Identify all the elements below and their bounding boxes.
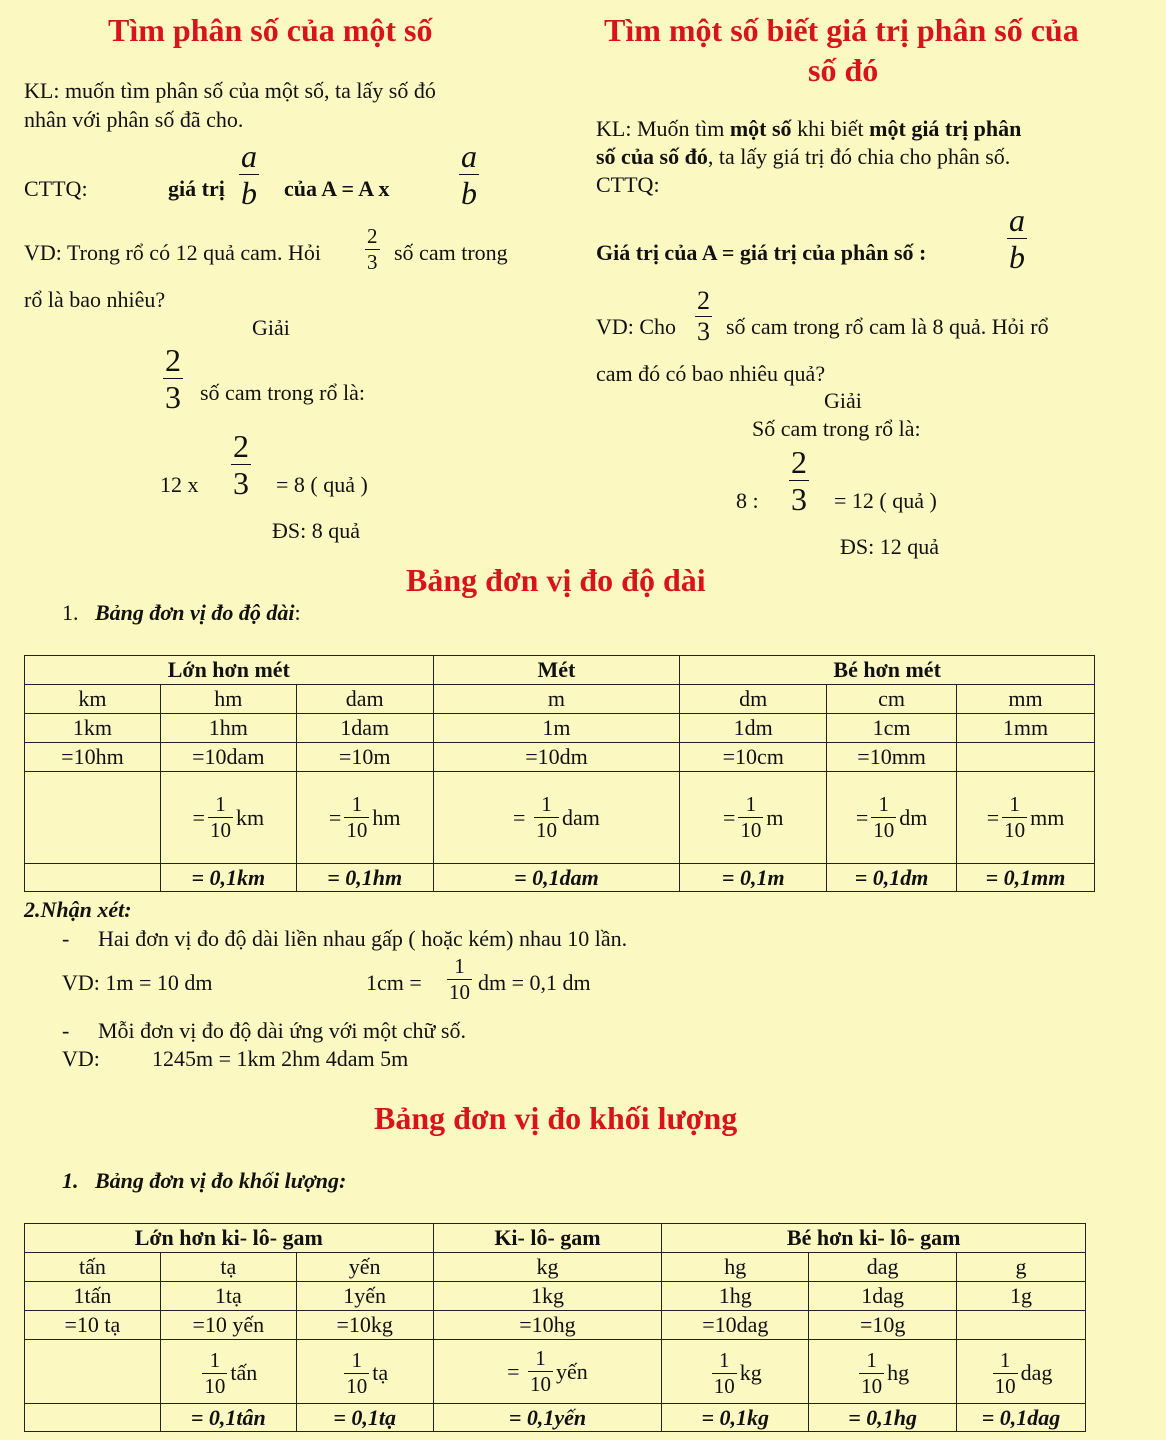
length-unit: km: [25, 685, 161, 714]
mass-group-kilogram: Ki- lô- gam: [433, 1224, 662, 1253]
mass-decimal-empty: [25, 1404, 161, 1432]
length-fraction-cell: = $\frac{1}{10}$ m: [680, 772, 827, 864]
left-example-frac: $\frac{2}{3}$: [367, 224, 378, 274]
mass-fraction-cell: $\frac{1}{10}$ hg: [809, 1340, 957, 1404]
mass-fraction-cell: $\frac{1}{10}$ tấn: [160, 1340, 296, 1404]
left-step1-text: số cam trong rổ là:: [200, 380, 365, 405]
right-example-a: VD: Cho: [596, 314, 677, 339]
length-one: 1m: [433, 714, 680, 743]
length-decimal: = 0,1dam: [433, 864, 680, 892]
remarks-line1: Hai đơn vị đo độ dài liền nhau gấp ( hoặc kém) nhau 10 lần.: [98, 926, 628, 951]
length-decimal: = 0,1km: [160, 864, 296, 892]
mass-one: 1tạ: [160, 1282, 296, 1311]
mass-tens: [957, 1311, 1086, 1340]
length-tens: =10m: [296, 743, 433, 772]
mass-fraction-cell: = $\frac{1}{10}$ yến: [433, 1340, 662, 1404]
remarks-example-frac: $\frac{1}{10}$: [449, 954, 470, 1004]
mass-unit: tấn: [25, 1253, 161, 1282]
length-tens: [957, 743, 1095, 772]
mass-tens: =10g: [809, 1311, 957, 1340]
left-title: Tìm phân số của một số: [108, 12, 433, 48]
length-unit: dam: [296, 685, 433, 714]
left-example-line2: rổ là bao nhiêu?: [24, 287, 166, 312]
mass-group-larger: Lớn hơn ki- lô- gam: [25, 1224, 434, 1253]
mass-tens: =10dag: [662, 1311, 809, 1340]
length-decimal: = 0,1mm: [957, 864, 1095, 892]
mass-fraction-cell: $\frac{1}{10}$ tạ: [296, 1340, 433, 1404]
length-decimal: = 0,1m: [680, 864, 827, 892]
right-answer: ĐS: 12 quả: [840, 534, 939, 559]
remarks-dash: -: [62, 1018, 70, 1043]
left-example-line1b: số cam trong: [394, 240, 508, 265]
length-unit: hm: [160, 685, 296, 714]
mass-unit: kg: [433, 1253, 662, 1282]
right-cttq-label: CTTQ:: [596, 172, 660, 197]
mass-decimal: = 0,1kg: [662, 1404, 809, 1432]
length-one: 1dm: [680, 714, 827, 743]
right-title-line2: số đó: [808, 52, 879, 88]
remarks-example2-label: VD:: [62, 1046, 100, 1071]
length-unit: m: [433, 685, 680, 714]
mass-group-smaller: Bé hơn ki- lô- gam: [662, 1224, 1086, 1253]
length-tens: =10cm: [680, 743, 827, 772]
left-formula-lhs: giá trị: [168, 176, 225, 201]
mass-one: 1g: [957, 1282, 1086, 1311]
mass-one: 1dag: [809, 1282, 957, 1311]
length-tens: =10dam: [160, 743, 296, 772]
right-solution-label: Giải: [824, 388, 862, 413]
mass-one: 1tấn: [25, 1282, 161, 1311]
right-calc-frac: $\frac{2}{3}$: [791, 444, 807, 517]
length-decimal: = 0,1dm: [827, 864, 957, 892]
left-solution-label: Giải: [252, 315, 290, 340]
length-decimal: = 0,1hm: [296, 864, 433, 892]
right-example-line2: cam đó có bao nhiêu quả?: [596, 361, 826, 386]
length-subheading: 1. Bảng đơn vị đo độ dài:: [62, 600, 301, 625]
length-unit: dm: [680, 685, 827, 714]
mass-decimal: = 0,1tân: [160, 1404, 296, 1432]
mass-subheading: 1. Bảng đơn vị đo khối lượng:: [62, 1168, 347, 1193]
mass-unit: dag: [809, 1253, 957, 1282]
length-fraction-cell: = $\frac{1}{10}$ hm: [296, 772, 433, 864]
left-example-line1: VD: Trong rổ có 12 quả cam. Hỏi: [24, 240, 321, 265]
length-heading: Bảng đơn vị đo độ dài: [406, 562, 706, 598]
length-one: 1cm: [827, 714, 957, 743]
right-kl-line2: số của số đó, ta lấy giá trị đó chia cho phân số.: [596, 144, 1011, 169]
right-formula: Giá trị của A = giá trị của phân số :: [596, 240, 927, 265]
remarks-line2: Mỗi đơn vị đo độ dài ứng với một chữ số.: [98, 1018, 466, 1043]
left-kl-line1: KL: muốn tìm phân số của một số, ta lấy số đó: [24, 78, 436, 103]
mass-tens: =10hg: [433, 1311, 662, 1340]
mass-tens: =10kg: [296, 1311, 433, 1340]
length-unit: mm: [957, 685, 1095, 714]
remarks-title: 2.Nhận xét:: [24, 897, 132, 922]
remarks-example-a: VD: 1m = 10 dm: [62, 970, 213, 995]
length-decimal-empty: [25, 864, 161, 892]
mass-tens: =10 tạ: [25, 1311, 161, 1340]
mass-fraction-empty: [25, 1340, 161, 1404]
left-answer: ĐS: 8 quả: [272, 518, 360, 543]
right-example-frac: $\frac{2}{3}$: [697, 286, 710, 346]
mass-unit: tạ: [160, 1253, 296, 1282]
length-one: 1km: [25, 714, 161, 743]
length-fraction-cell: = $\frac{1}{10}$ km: [160, 772, 296, 864]
left-cttq-label: CTTQ:: [24, 176, 88, 201]
right-formula-frac: $\frac{a}{b}$: [1009, 202, 1025, 275]
mass-fraction-cell: $\frac{1}{10}$ kg: [662, 1340, 809, 1404]
mass-unit: hg: [662, 1253, 809, 1282]
length-group-smaller: Bé hơn mét: [680, 656, 1095, 685]
right-kl-line1: KL: Muốn tìm một số khi biết một giá trị phân: [596, 116, 1022, 141]
length-tens: =10dm: [433, 743, 680, 772]
left-calc-b: = 8 ( quả ): [276, 472, 368, 497]
right-title-line1: Tìm một số biết giá trị phân số của: [604, 12, 1079, 48]
remarks-dash: -: [62, 926, 70, 951]
mass-fraction-cell: $\frac{1}{10}$ dag: [957, 1340, 1086, 1404]
length-tens: =10hm: [25, 743, 161, 772]
mass-unit: g: [957, 1253, 1086, 1282]
length-unit: cm: [827, 685, 957, 714]
left-calc-a: 12 x: [160, 472, 199, 497]
mass-table: [24, 1223, 1086, 1432]
length-group-larger: Lớn hơn mét: [25, 656, 434, 685]
length-group-meter: Mét: [433, 656, 680, 685]
remarks-example-c: dm = 0,1 dm: [478, 970, 591, 995]
length-fraction-empty: [25, 772, 161, 864]
length-tens: =10mm: [827, 743, 957, 772]
mass-tens: =10 yến: [160, 1311, 296, 1340]
length-one: 1dam: [296, 714, 433, 743]
left-formula-frac2: $\frac{a}{b}$: [461, 138, 477, 211]
length-one: 1hm: [160, 714, 296, 743]
length-fraction-cell: = $\frac{1}{10}$ mm: [957, 772, 1095, 864]
mass-heading: Bảng đơn vị đo khối lượng: [374, 1100, 738, 1136]
length-one: 1mm: [957, 714, 1095, 743]
length-fraction-cell: = $\frac{1}{10}$ dm: [827, 772, 957, 864]
length-table: [24, 655, 1095, 892]
mass-decimal: = 0,1yến: [433, 1404, 662, 1432]
left-step1-frac: $\frac{2}{3}$: [165, 342, 181, 415]
left-kl-line2: nhân với phân số đã cho.: [24, 107, 244, 132]
left-formula-frac1: $\frac{a}{b}$: [241, 138, 257, 211]
length-fraction-cell: = $\frac{1}{10}$ dam: [433, 772, 680, 864]
remarks-example-b: 1cm =: [366, 970, 422, 995]
mass-decimal: = 0,1dag: [957, 1404, 1086, 1432]
right-example-b: số cam trong rổ cam là 8 quả. Hỏi rổ: [726, 314, 1049, 339]
mass-unit: yến: [296, 1253, 433, 1282]
right-calc-a: 8 :: [736, 488, 759, 513]
mass-one: 1hg: [662, 1282, 809, 1311]
right-step1-text: Số cam trong rổ là:: [752, 416, 921, 441]
mass-one: 1yến: [296, 1282, 433, 1311]
mass-one: 1kg: [433, 1282, 662, 1311]
left-formula-mid: của A = A x: [284, 176, 390, 201]
right-calc-b: = 12 ( quả ): [834, 488, 937, 513]
mass-decimal: = 0,1tạ: [296, 1404, 433, 1432]
remarks-example2: 1245m = 1km 2hm 4dam 5m: [152, 1046, 409, 1071]
left-calc-frac: $\frac{2}{3}$: [233, 428, 249, 501]
mass-decimal: = 0,1hg: [809, 1404, 957, 1432]
